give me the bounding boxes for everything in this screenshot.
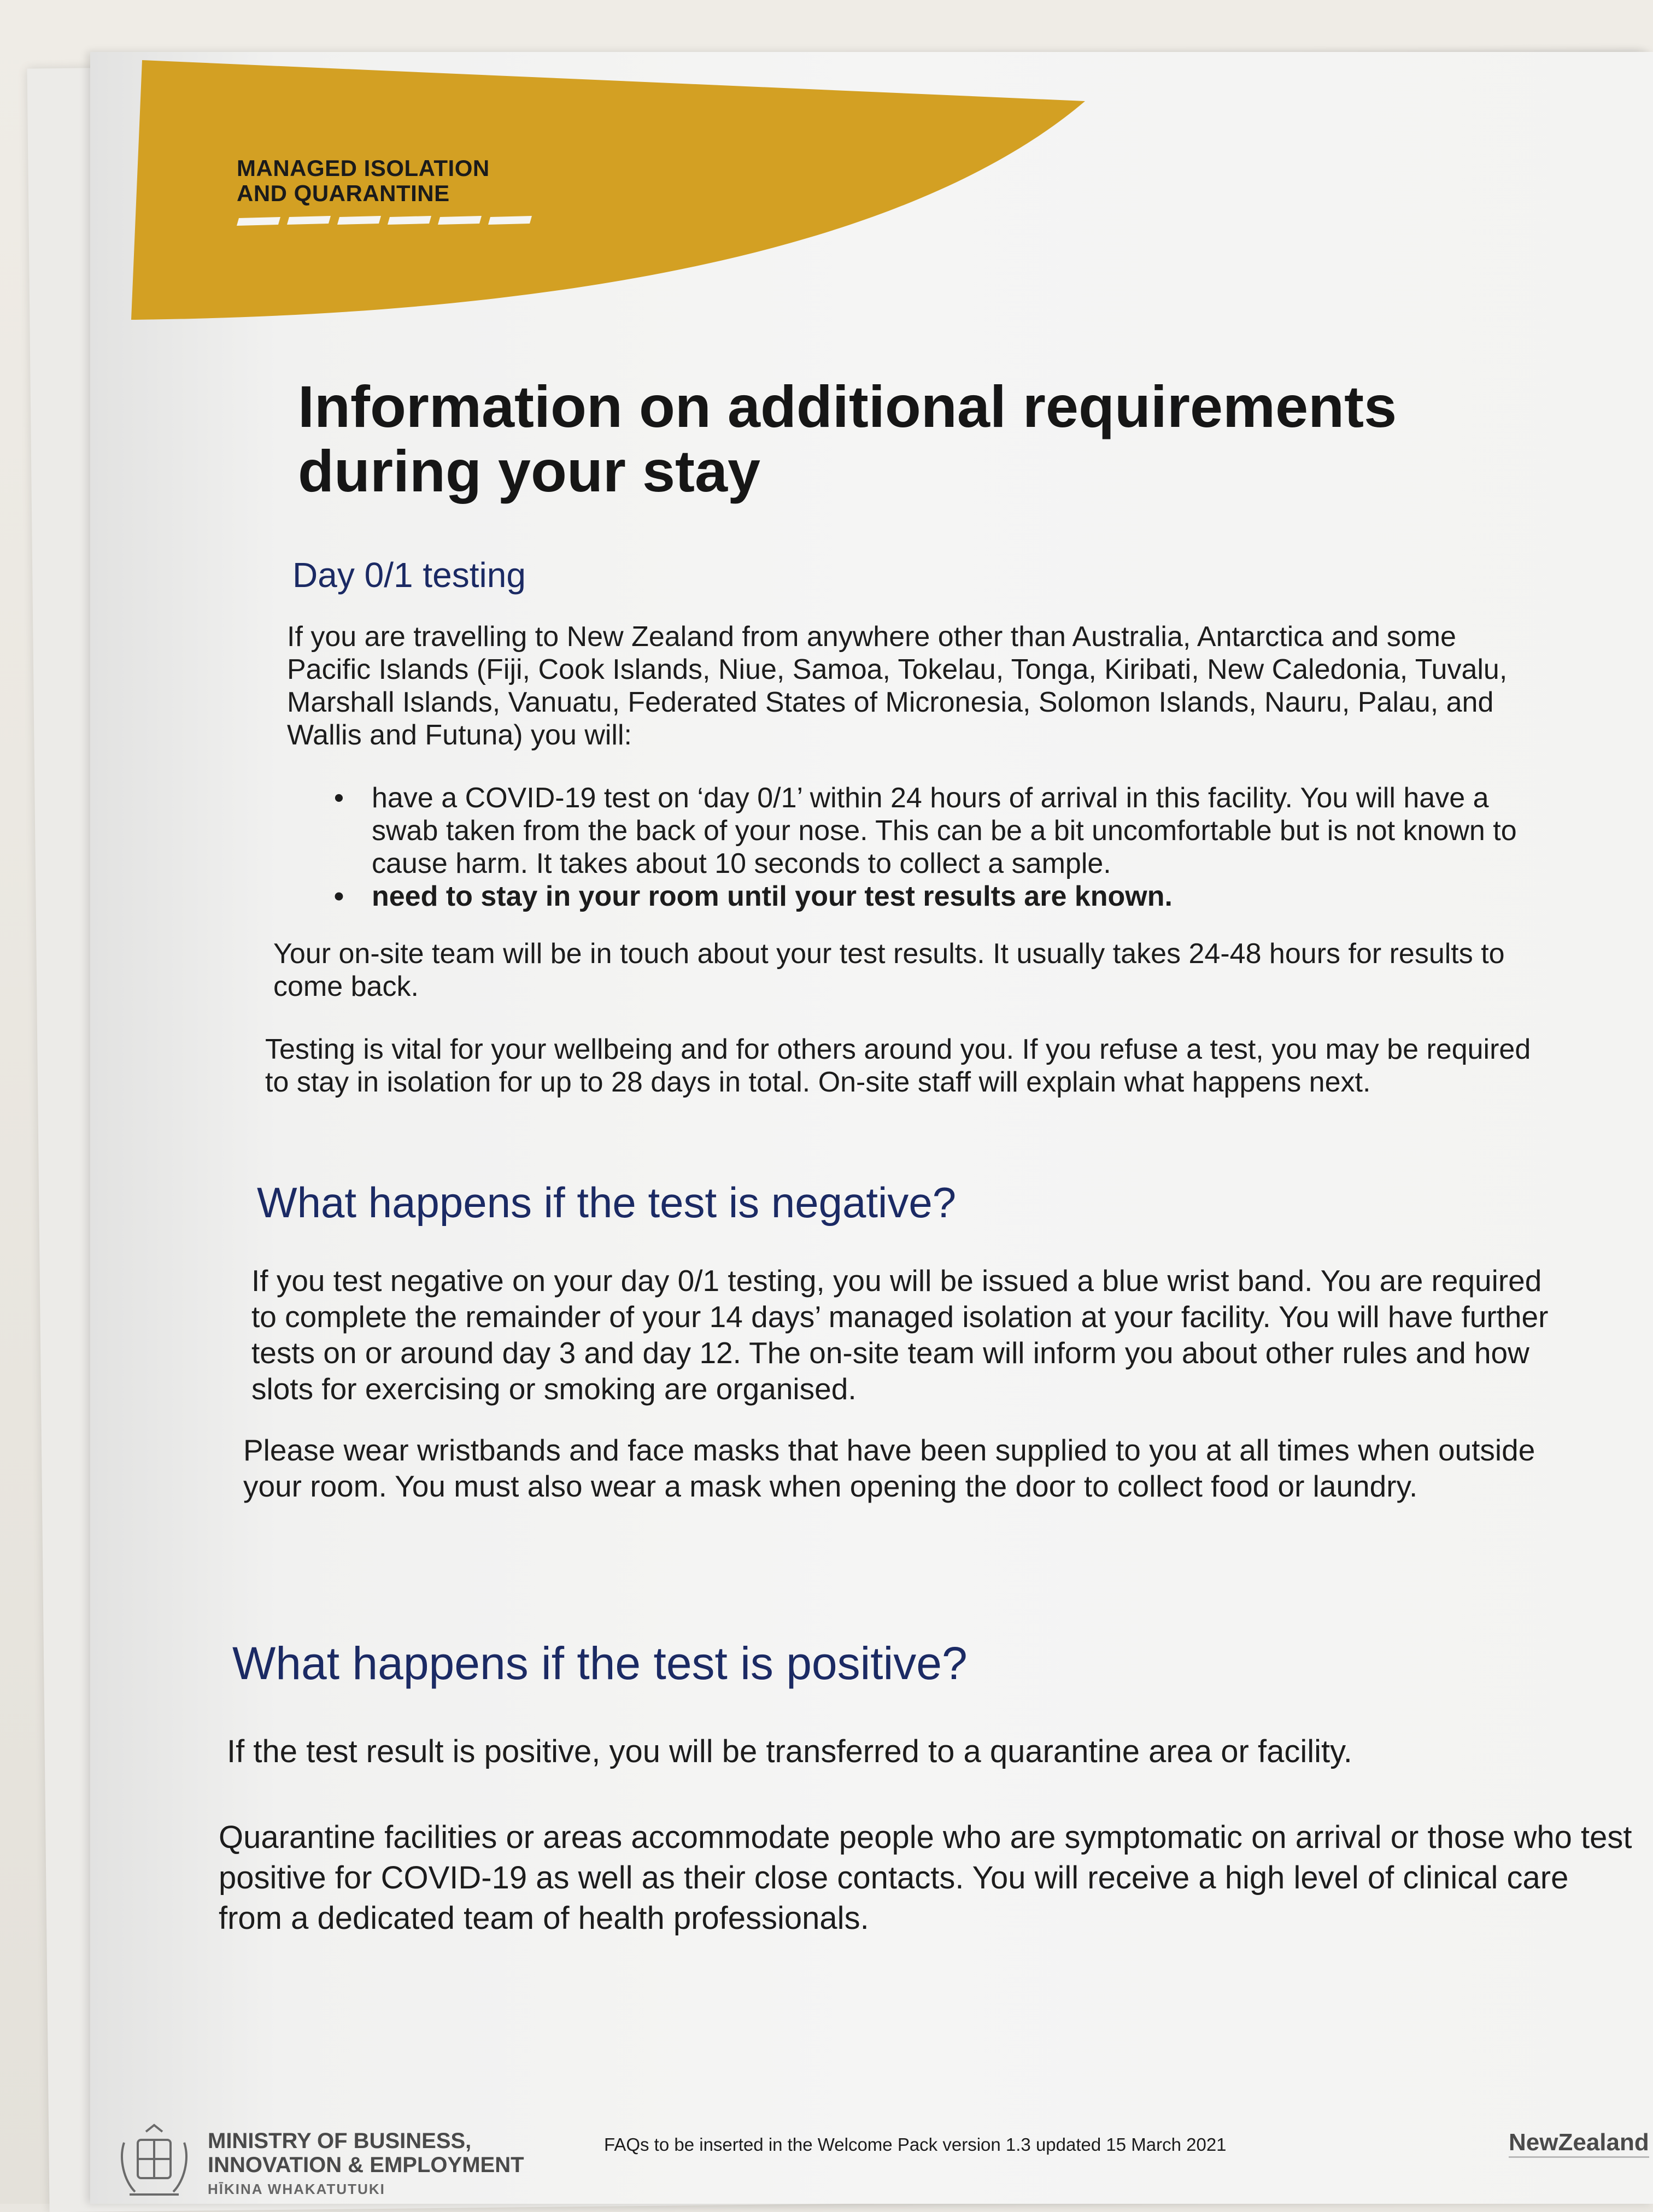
ministry-line-1: MINISTRY OF BUSINESS,: [208, 2129, 472, 2153]
day01-bullet-list: [306, 782, 1533, 913]
ministry-line-3: HĪKINA WHAKATUTUKI: [208, 2181, 385, 2197]
ministry-line-2: INNOVATION & EMPLOYMENT: [208, 2153, 524, 2177]
day01-results-paragraph: Your on-site team will be in touch about your test results. It usually takes 24-48 hours for results to come back.: [273, 938, 1505, 1002]
page-content: [90, 52, 1653, 2204]
brand-line-2: AND QUARANTINE: [237, 180, 450, 206]
positive-paragraph-2: Quarantine facilities or areas accommodate people who are symptomatic on arrival or those who test positive for COVID-19 as well as their close contacts. You will receive a high level of clinical care from a dedicated team of health professionals.: [219, 1820, 1632, 1936]
section-heading-negative: What happens if the test is negative?: [257, 1178, 957, 1227]
bullet-text: have a COVID-19 test on ‘day 0/1’ within 24 hours of arrival in this facility. You will have a swab taken from the back of your nose. This can be a bit uncomfortable but is not known to cause harm. It takes about 10 seconds to collect a sample.: [372, 782, 1517, 879]
brand-line-1: MANAGED ISOLATION: [237, 155, 490, 181]
negative-paragraph-2: Please wear wristbands and face masks that have been supplied to you at all times when outside your room. You must also wear a mask when opening the door to collect food or laundry.: [243, 1433, 1535, 1503]
bullet-dot: •: [333, 881, 344, 912]
bullet-dot: •: [333, 782, 344, 814]
bullet-item-test: [306, 782, 1533, 880]
bullet-text: need to stay in your room until your test results are known.: [372, 881, 1173, 912]
day01-intro: If you are travelling to New Zealand from anywhere other than Australia, Antarctica and some Pacific Islands (Fiji, Cook Islands, Niue, Samoa, Tokelau, Tonga, Kiribati, New Caledonia, Tuvalu, Marshall Islands, Vanuatu, Federated States of Micronesia, Solomon Islands, Nauru, Palau, and Wallis and Futuna) you will:: [287, 621, 1508, 751]
footer-version-note: FAQs to be inserted in the Welcome Pack version 1.3 updated 15 March 2021: [604, 2134, 1227, 2155]
new-zealand-logo-text: NewZealand: [1509, 2129, 1649, 2158]
section-heading-day01: Day 0/1 testing: [292, 555, 526, 595]
day01-testing-paragraph: Testing is vital for your wellbeing and for others around you. If you refuse a test, you may be required to stay in isolation for up to 28 days in total. On-site staff will explain what happens next.: [265, 1034, 1531, 1098]
bullet-item-stay-in-room: [306, 880, 1533, 913]
nz-coat-of-arms-icon: [113, 2121, 195, 2203]
document-page: [90, 52, 1653, 2204]
page-title: Information on additional requirements during your stay: [298, 373, 1397, 504]
negative-paragraph-1: If you test negative on your day 0/1 testing, you will be issued a blue wrist band. You are required to complete the remainder of your 14 days’ managed isolation at your facility. You will have further tests on or around day 3 and day 12. The on-site team will inform you about other rules and how slots for exercising or smoking are organised.: [251, 1264, 1549, 1406]
ministry-logo-text: [208, 2129, 524, 2201]
positive-paragraph-1: If the test result is positive, you will be transferred to a quarantine area or facility.: [227, 1734, 1352, 1769]
section-heading-positive: What happens if the test is positive?: [232, 1638, 968, 1689]
